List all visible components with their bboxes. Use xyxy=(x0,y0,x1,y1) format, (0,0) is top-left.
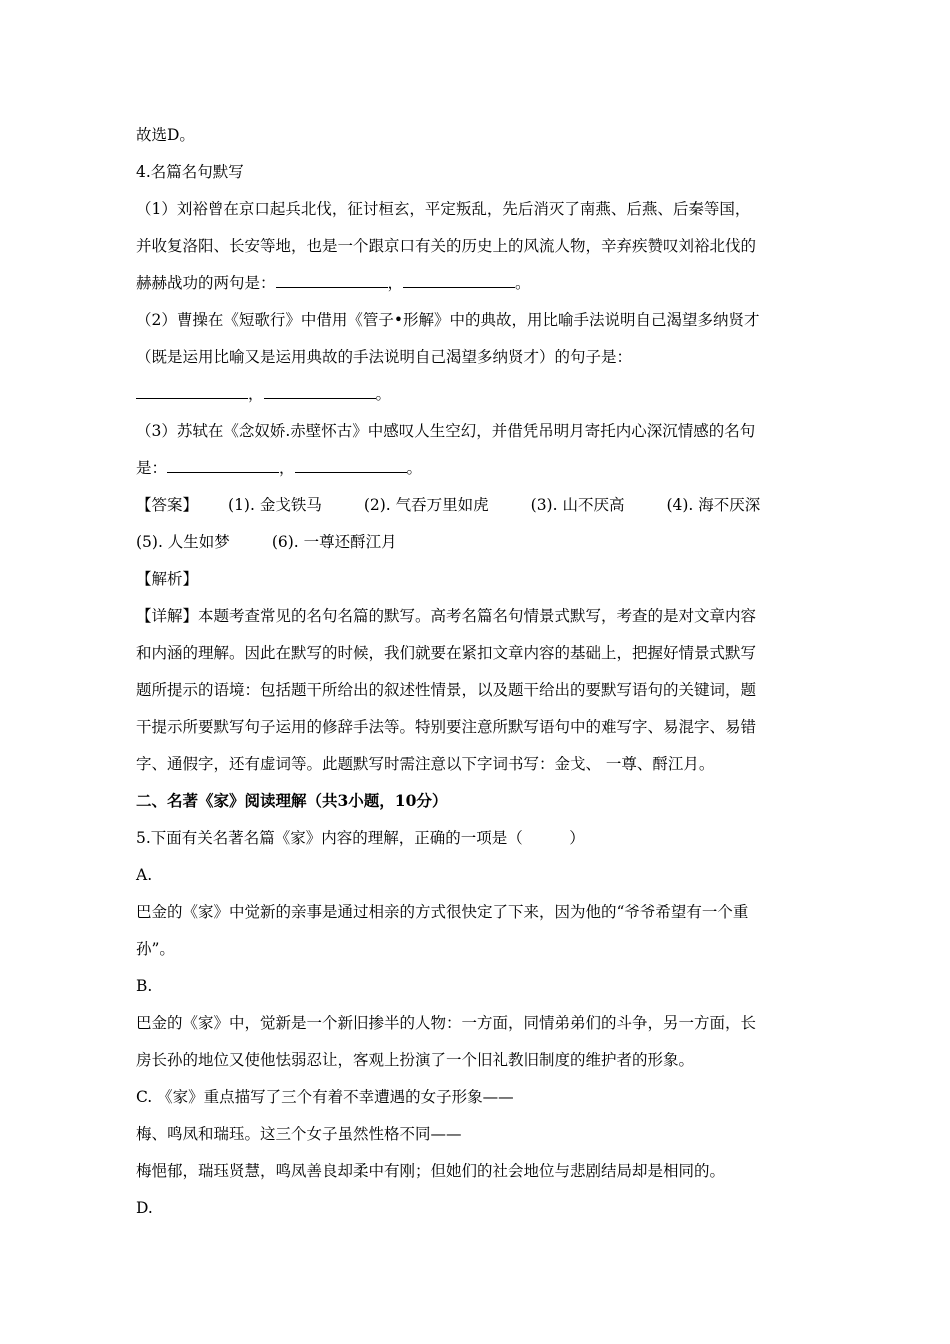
text-line: （既是运用比喻又是运用典故的手法说明自己渴望多纳贤才）的句子是： xyxy=(136,348,633,366)
answer-item: (3). 山不厌高 xyxy=(530,496,625,514)
fill-blank-line xyxy=(136,383,826,405)
option-b-label: B. xyxy=(136,977,153,995)
text-line: （2）曹操在《短歌行》中借用《管子•形解》中的典故，用比喻手法说明自己渴望多纳贤才 xyxy=(136,311,760,329)
analysis-label: 【解析】 xyxy=(136,570,199,588)
text-line: 并收复洛阳、长安等地，也是一个跟京口有关的历史上的风流人物，辛弃疾赞叹刘裕北伐的 xyxy=(136,237,757,255)
text-fragment: 。 xyxy=(375,385,392,403)
answer-item: (6). 一尊还酹江月 xyxy=(271,533,397,551)
text-line: 题所提示的语境：包括题干所给出的叙述性情景，以及题干给出的要默写语句的关键词，题 xyxy=(136,681,757,699)
text-fragment: 。 xyxy=(406,459,423,477)
answer-item: (1). 金戈铁马 xyxy=(228,496,322,514)
text-fragment: ， xyxy=(387,274,404,292)
answer-label: 【答案】 xyxy=(136,496,199,514)
question-5: 5.下面有关名著名篇《家》内容的理解，正确的一项是（ ） xyxy=(136,829,585,847)
answer-blank xyxy=(136,384,248,399)
text-line: 和内涵的理解。因此在默写的时候，我们就要在紧扣文章内容的基础上，把握好情景式默写 xyxy=(136,644,757,662)
option-d-label: D. xyxy=(136,1199,153,1217)
question-4-heading: 4.名篇名句默写 xyxy=(136,163,244,181)
text-fragment: ， xyxy=(248,385,264,403)
text-line: 梅悒郁，瑞珏贤慧，鸣凤善良却柔中有刚；但她们的社会地位与悲剧结局却是相同的。 xyxy=(136,1162,726,1180)
text-line: 字、通假字，还有虚词等。此题默写时需注意以下字词书写：金戈、 一尊、酹江月。 xyxy=(136,755,715,773)
text-line: 【详解】本题考查常见的名句名篇的默写。高考名篇名句情景式默写，考查的是对文章内容 xyxy=(136,607,757,625)
fill-blank-line xyxy=(136,272,826,294)
fill-blank-line xyxy=(136,457,826,479)
text-line: （1）刘裕曾在京口起兵北伐，征讨桓玄，平定叛乱，先后消灭了南燕、后燕、后秦等国， xyxy=(136,200,751,218)
text-line: 巴金的《家》中觉新的亲事是通过相亲的方式很快定了下来，因为他的“爷爷希望有一个重 xyxy=(136,903,749,921)
answer-item: (5). 人生如梦 xyxy=(136,533,230,551)
text-fragment: ， xyxy=(279,459,295,477)
text-fragment: 。 xyxy=(515,274,531,292)
answer-blank xyxy=(276,273,388,288)
answer-line xyxy=(136,531,826,553)
text-line: （3）苏轼在《念奴娇.赤壁怀古》中感叹人生空幻，并借凭吊明月寄托内心深沉情感的名句 xyxy=(136,422,756,440)
option-c-line: C. 《家》重点描写了三个有着不幸遭遇的女子形象—— xyxy=(136,1088,514,1106)
answer-blank xyxy=(295,458,407,473)
option-a-label: A. xyxy=(136,866,153,884)
answer-item: (4). 海不厌深 xyxy=(666,496,761,514)
text-line: 梅、鸣凤和瑞珏。这三个女子虽然性格不同—— xyxy=(136,1125,462,1143)
text-line: 巴金的《家》中，觉新是一个新旧掺半的人物：一方面，同情弟弟们的斗争，另一方面，长 xyxy=(136,1014,757,1032)
answer-blank xyxy=(264,384,376,399)
answer-blank xyxy=(403,273,515,288)
answer-line xyxy=(136,494,826,516)
answer-item: (2). 气吞万里如虎 xyxy=(363,496,489,514)
section-heading: 二、名著《家》阅读理解（共3小题，10分） xyxy=(136,791,448,810)
text-fragment: 是： xyxy=(136,459,168,477)
text-fragment: 赫赫战功的两句是： xyxy=(136,274,276,292)
text-line: 干提示所要默写句子运用的修辞手法等。特别要注意所默写语句中的难写字、易混字、易错 xyxy=(136,718,757,736)
text-line: 孙”。 xyxy=(136,940,175,958)
text-line: 故选D。 xyxy=(136,126,195,144)
answer-blank xyxy=(167,458,279,473)
text-line: 房长孙的地位又使他怯弱忍让，客观上扮演了一个旧礼教旧制度的维护者的形象。 xyxy=(136,1051,695,1069)
